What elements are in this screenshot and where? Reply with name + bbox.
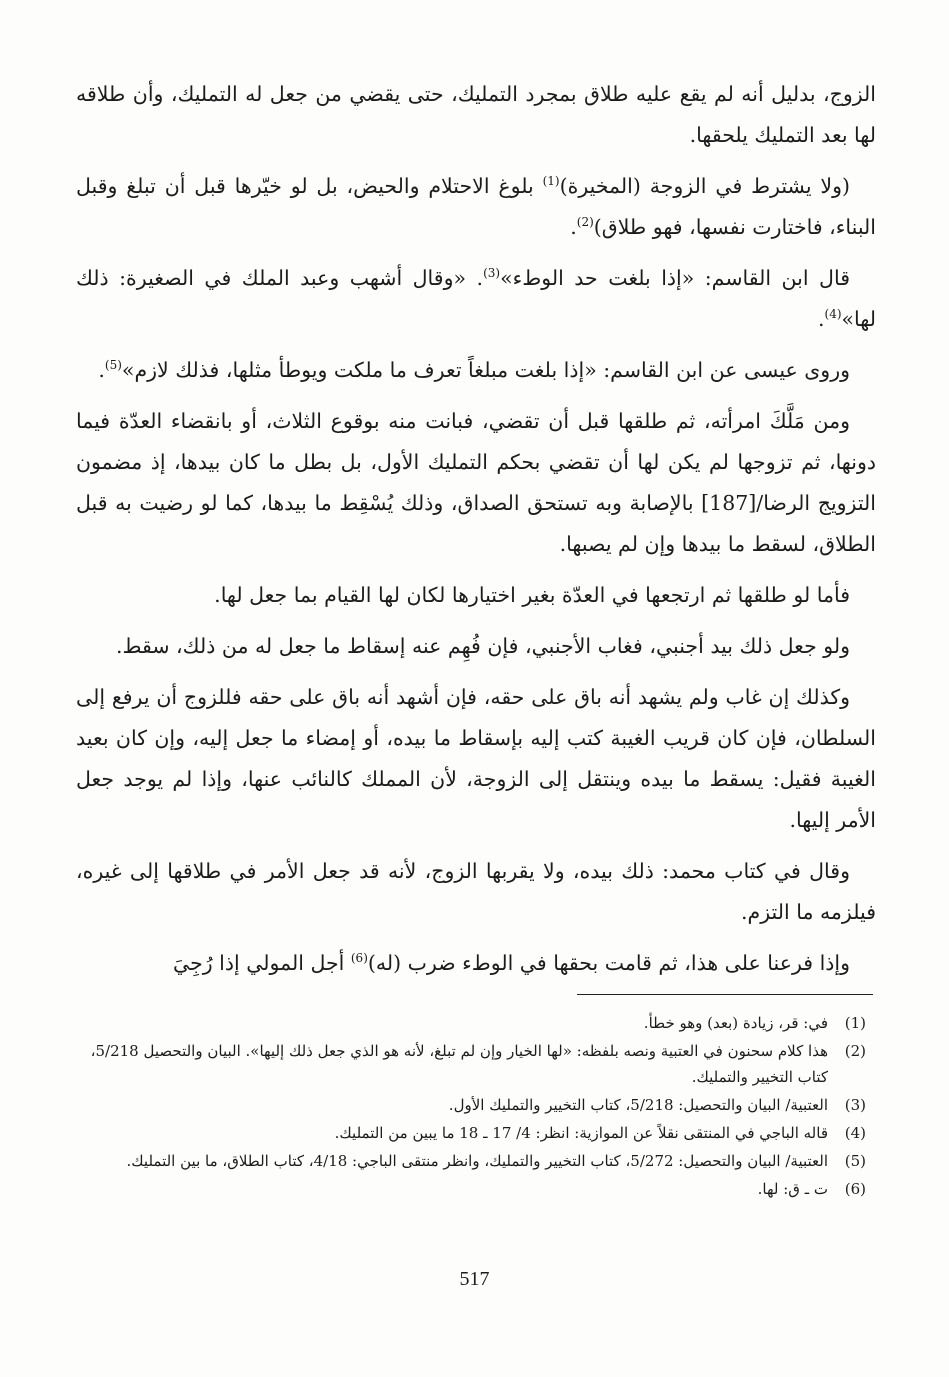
main-text [76, 74, 876, 984]
footnote-text: في: قر، زيادة (بعد) وهو خطأ. [643, 1014, 828, 1032]
footnote-number: (5) [844, 1152, 866, 1170]
paragraph [76, 74, 876, 156]
text-segment: . [570, 215, 577, 239]
footnote-text: العتبية/ البيان والتحصيل: 5/272، كتاب التخيير والتمليك، وانظر منتقى الباجي: 4/18، كتاب الطلاق، ما بين التمليك. [126, 1152, 828, 1170]
footnote-text: قاله الباجي في المنتقى نقلاً عن الموازية: انظر: 4/ 17 ـ 18 ما يبين من التمليك. [334, 1124, 828, 1142]
footnote [76, 1010, 866, 1036]
text-segment: قال ابن القاسم: «إذا بلغت حد الوطء» [500, 266, 850, 290]
paragraph [76, 677, 876, 841]
paragraph [76, 626, 876, 667]
footnote-number: (4) [844, 1124, 866, 1142]
footnote [76, 1148, 866, 1174]
footnote-ref: (1) [542, 174, 560, 189]
footnote-number: (3) [844, 1096, 866, 1114]
text-segment: (ولا يشترط في الزوجة (المخيرة) [559, 174, 850, 198]
footnote-ref: (2) [576, 215, 594, 230]
page-body [76, 74, 876, 994]
footnote-text: ت ـ ق: لها. [757, 1180, 828, 1198]
footnote-ref: (4) [824, 307, 842, 322]
text-segment: أجل المولي إذا رُجِيَ [173, 951, 351, 975]
footnote [76, 1176, 866, 1202]
text-segment: ولو جعل ذلك بيد أجنبي، فغاب الأجنبي، فإن فُهِم عنه إسقاط ما جعل له من ذلك، سقط. [116, 634, 850, 658]
footnote [76, 1092, 866, 1118]
text-segment: وروى عيسى عن ابن القاسم: «إذا بلغت مبلغاً تعرف ما ملكت ويوطأ مثلها، فذلك لازم» [121, 358, 850, 382]
paragraph [76, 943, 876, 984]
text-segment: وكذلك إن غاب ولم يشهد أنه باق على حقه، فإن أشهد أنه باق على حقه فللزوج أن يرفع إلى السلطان، فإن كان قريب الغيبة كتب إليه بإسقاط ما بيده، أو إمضاء ما جعل إليه، وإن كان بعيد الغيبة فقيل: يسقط ما بيده وينتقل إلى الزوجة، لأن المملك كالنائب عنها، وإذا لم يوجد جعل الأمر إليها. [76, 685, 876, 832]
paragraph [76, 350, 876, 391]
paragraph [76, 166, 876, 248]
text-segment: ومن مَلَّكَ امرأته، ثم طلقها قبل أن تقضي، فبانت منه بوقوع الثلاث، أو بانقضاء العدّة فيما دونها، ثم تزوجها لم يكن لها أن تقضي بحكم التمليك الأول، بل بطل ما كان بيدها، إذ مضمون التزويج الرضا/[187] بالإصابة وبه تستحق الصداق، وذلك يُسْقِط ما بيدها، كما لو رضيت به قبل الطلاق، لسقط ما بيدها وإن لم يصبها. [76, 409, 876, 556]
text-segment: وإذا فرعنا على هذا، ثم قامت بحقها في الوطء ضرب (له) [367, 951, 850, 975]
footnote-text: العتبية/ البيان والتحصيل: 5/218، كتاب التخيير والتمليك الأول. [448, 1096, 828, 1114]
text-segment: . «وقال أشهب وعبد الملك في الصغيرة: ذلك لها» [76, 266, 876, 331]
footnote-number: (2) [844, 1042, 866, 1060]
text-segment: بلوغ الاحتلام والحيض، بل لو خيّرها قبل أن تبلغ وقبل البناء، فاختارت نفسها، فهو طلاق) [76, 174, 876, 239]
footnote [76, 1038, 866, 1090]
text-segment: وقال في كتاب محمد: ذلك بيده، ولا يقربها الزوج، لأنه قد جعل الأمر في طلاقها إلى غيره، فيلزمه ما التزم. [76, 859, 876, 924]
footnote-ref: (5) [104, 358, 122, 373]
paragraph [76, 258, 876, 340]
footnote-number: (6) [844, 1180, 866, 1198]
text-segment: الزوج، بدليل أنه لم يقع عليه طلاق بمجرد التمليك، حتى يقضي من جعل له التمليك، وأن طلاقه لها بعد التمليك يلحقها. [76, 82, 876, 147]
paragraph [76, 401, 876, 565]
footnote-ref: (3) [483, 266, 501, 281]
paragraph [76, 851, 876, 933]
footnote-ref: (6) [350, 951, 368, 966]
footnotes [76, 1010, 866, 1204]
footnote-text: هذا كلام سحنون في العتبية ونصه بلفظه: «لها الخيار وإن لم تبلغ، لأنه هو الذي جعل ذلك إليها». البيان والتحصيل 5/218، كتاب التخيير والتمليك. [90, 1042, 828, 1086]
footnote-separator [577, 994, 873, 995]
text-segment: . [817, 307, 825, 331]
page-number: 517 [459, 1268, 490, 1290]
paragraph [76, 575, 876, 616]
text-segment: فأما لو طلقها ثم ارتجعها في العدّة بغير اختيارها لكان لها القيام بما جعل لها. [214, 583, 850, 607]
footnote-number: (1) [844, 1014, 866, 1032]
footnote [76, 1120, 866, 1146]
text-segment: . [98, 358, 105, 382]
